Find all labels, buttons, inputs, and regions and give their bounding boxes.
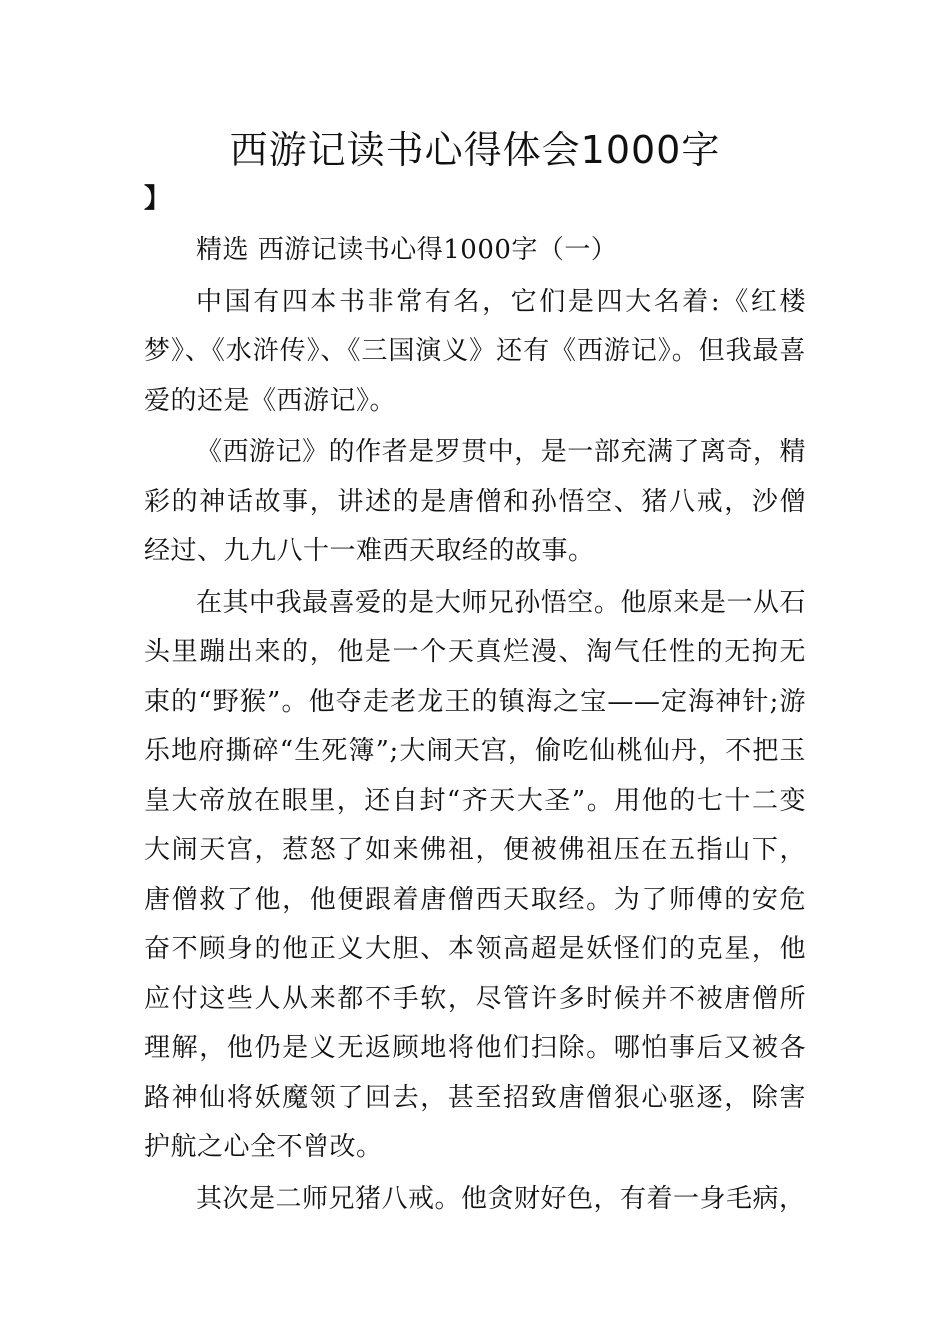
paragraph-4: 其次是二师兄猪八戒。他贪财好色，有着一身毛病， (196, 1183, 806, 1214)
paragraph-3: 在其中我最喜爱的是大师兄孙悟空。他原来是一从石头里蹦出来的，他是一个天真烂漫、淘气任性的无拘无束的“野猴”。他夺走老龙王的镇海之宝——定海神针;游乐地府撕碎“生死簿”;大闹天宫，偷吃仙桃仙丹，不把玉皇大帝放在眼里，还自封“齐天大圣”。用他的七十二变大闹天宫，惹怒了如来佛祖，便被佛祖压在五指山下，唐僧救了他，他便跟着唐僧西天取经。为了师傅的安危奋不顾身的他正义大胆、本领高超是妖怪们的克星，他应付这些人从来都不手软，尽管许多时候并不被唐僧所理解，他仍是义无返顾地将他们扫除。哪怕事后又被各路神仙将妖魔领了回去，甚至招致唐僧狠心驱逐，除害护航之心全不曾改。 (144, 587, 806, 1162)
section-subtitle: 精选 西游记读书心得1000字（一） (196, 235, 618, 265)
document-title: 西游记读书心得体会1000字 (229, 128, 721, 172)
paragraph-1: 中国有四本书非常有名，它们是四大名着:《红楼梦》、《水浒传》、《三国演义》还有《西游记》。但我最喜爱的还是《西游记》。 (144, 286, 806, 416)
stray-bracket-mark: 】 (144, 184, 171, 214)
document-body (144, 226, 806, 1224)
paragraph-2: 《西游记》的作者是罗贯中，是一部充满了离奇，精彩的神话故事，讲述的是唐僧和孙悟空、猪八戒，沙僧经过、九九八十一难西天取经的故事。 (144, 437, 806, 566)
